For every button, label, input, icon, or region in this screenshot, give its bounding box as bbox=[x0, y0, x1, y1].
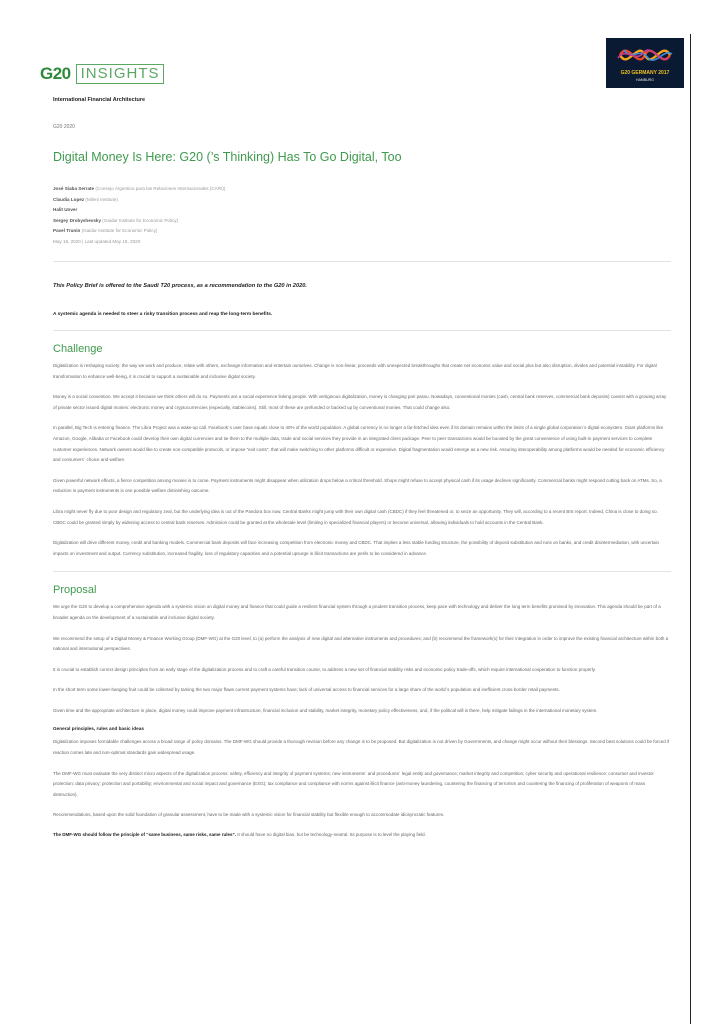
proposal-paragraph: It is crucial to establish correct design principles from an early stage of the digitalization process and to craft a careful transition course, to address a new set of financial stability risks and economic policy trade-offs, which require international cooperation to function properly. bbox=[53, 666, 596, 672]
page-title: Digital Money Is Here: G20 (’s Thinking) Has To Go Digital, Too bbox=[53, 150, 402, 164]
article bbox=[53, 97, 671, 841]
proposal-heading: Proposal bbox=[53, 584, 97, 597]
challenge-paragraph: In parallel, Big Tech is entering finance. The Libra Project was a wake-up call. Facebook´s user base equals close to 40% of the world population. A global currency is no longer a far-fetched idea even if its domain remains within the limits of a single global corporation´s digital ecosystem. Giant platforms like Amazon, Google, Alibaba or Facebook could develop their own digital currencies and tie them to the multiple data, trade and social services they provide in an integrated client package. Peer to peer transactions would be boosted by the great convenience of using built-in payment services to complete customer experiences. Network owners would like to create non-compatible protocols, or impose “exit costs”, that will make switching to other platforms difficult or expensive. Digital fragmentation would emerge as a new risk. Assuring interoperability among platforms would be needed for economic efficiency and consumers´ choice and welfare. bbox=[53, 425, 665, 463]
divider bbox=[53, 571, 671, 572]
g20-germany-badge bbox=[606, 38, 684, 88]
divider bbox=[53, 330, 671, 331]
author-item[interactable]: Sergey Drobyshevsky (Gaidar Institute for Economic Policy) bbox=[53, 217, 179, 223]
meta-label: G20 2020 bbox=[53, 124, 75, 130]
proposal-paragraph: Given time and the appropriate architecture in place, digital money could improve payment infrastructure, financial inclusion and stability, market integrity, monetary policy effectiveness, and, if the political will is there, help mitigate failings in the international monetary system. bbox=[53, 707, 598, 713]
proposal-paragraph: Digitalization imposes formidable challenges across a broad range of policy domains. The DMF-WG should provide a thorough revision before any change is to be proposed. But digitalization is not driven by Governments, and change might occur without their blessings. Second best solutions could be forced if reaction comes late and non-optimal standards gain widespread usage. bbox=[53, 739, 670, 756]
badge-subtitle: HAMBURG bbox=[636, 78, 654, 82]
author-item[interactable]: José Siaba Serrate (Consejo Argentino para las Relaciones Internacionales (CARI)) bbox=[53, 186, 226, 191]
challenge-paragraph: Given powerful network effects, a fierce competition among monies is to come. Payment instruments might disappear when utilization drops below a critical threshold. Shops might refuse to accept physical cash if its usage declines significantly. Commercial banks might respond cutting back on ATMs. So, a reduction in payment instruments is one possible welfare diminishing outcome. bbox=[53, 477, 662, 494]
proposal-paragraph: We urge the G20 to develop a comprehensive agenda with a systemic vision on digital money and finance that could guide a resilient financial system through a prudent transition process, keep pace with technology and deliver the long term benefits promised by innovation. This agenda should be part of a broader agenda on the development of a sustainable and inclusive digital society. bbox=[53, 604, 661, 620]
author-list bbox=[53, 184, 671, 247]
page-edge-rule bbox=[690, 34, 691, 1024]
principle-paragraph bbox=[53, 830, 671, 841]
challenge-paragraph: Money is a social convention. We accept it because we think others will do so. Payments are a social experience linking people. With vertiginous digitalization, money is changing pari passu. Nowadays, conventional monies (cash, central bank reserves, commercial bank deposits) coexist with a growing array of private sector issued digital monies: electronic money and cryptocurrencies (especially, stablecoins). Still, most of these are prefunded or backed up by conventional monies. That could change also. bbox=[53, 394, 667, 410]
logo-g20-text: G20 bbox=[40, 64, 71, 83]
lead-statement: A systemic agenda is needed to steer a risky transition process and reap the long-term benefits. bbox=[53, 312, 273, 317]
challenge-paragraph: Digitalization is reshaping society: the way we work and produce, relate with others, exchange information and entertain ourselves. Change is non-linear, proceeds with unexpected breakthroughs that create net economic value and social plus but also disruption, divides and potential instability. For digital transformation to enhance well-being, it is crucial to support a sustainable and inclusive digital society. bbox=[53, 363, 657, 379]
divider bbox=[53, 261, 671, 262]
section-label[interactable]: International Financial Architecture bbox=[53, 97, 146, 103]
g20-insights-logo[interactable] bbox=[40, 64, 164, 84]
logo-insights-text: INSIGHTS bbox=[76, 64, 165, 84]
badge-title: G20 GERMANY 2017 bbox=[620, 70, 670, 76]
proposal-paragraph: In the short term some lower-hanging fruit could be collected by taming the two major flaws current payment systems have; lack of universal access to financial services for a large share of the world´s population and inefficient cross-border retail payments. bbox=[53, 687, 560, 693]
principle-bold: The DMF-WG should follow the principle of “same business, same risks, same rules”. bbox=[53, 832, 237, 838]
author-item[interactable]: Pavel Trunin (Gaidar Institute for Economic Policy) bbox=[53, 228, 158, 233]
proposal-paragraph: We recommend the setup of a Digital Money & Finance Working Group (DMF-WG) at the G20 level, to (a) perform the analysis of new digital and alternative instruments and procedures; and (b) recommend the framework(s) for their integration in order to improve the existing financial architecture within both a national and international perspectives. bbox=[53, 635, 669, 652]
author-item[interactable]: Claudia Lopez (Mileni Institute) bbox=[53, 196, 118, 202]
knot-logo-icon bbox=[614, 42, 676, 68]
proposal-paragraph: The DMF-WG must evaluate the very distinct micro aspects of the digitalization process: safety, efficiency and integrity of payment systems; new instruments´ and procedures´ legal entity and governance; market integrity and competition; cyber security and operational resilience; consumer and investor protection; data privacy; protection and portability; environmental and social impact and governance (ESG); tax compliance and compliance with norms against illicit finance (anti-money laundering, countering the financing of terrorism and countering the financing of proliferation of weapons of mass destruction). bbox=[53, 770, 654, 797]
principle-rest: It should have no digital bias, but be technology-neutral. Its purpose is to level the playing field. bbox=[236, 832, 426, 838]
author-item[interactable]: Halit Unver bbox=[53, 207, 78, 212]
subsection-heading: General principles, rules and basic ideas bbox=[53, 726, 144, 732]
challenge-paragraph: Digitalization will drive different money, credit and banking models. Commercial bank deposits will face increasing competition from electronic money and CBDC. That implies a less stable funding structure, the possibility of deposit substitution and runs on banks, and credit disintermediation, with uncertain impacts on investment and output. Currency substitution, increased fragility, loss of regulatory capacities and a potential upsurge in illicit transactions are perils to be considered in advance. bbox=[53, 540, 660, 556]
proposal-paragraph: Recommendations, based upon the solid foundation of granular assessment, have to be made with a systemic vision for financial stability but flexible enough to accommodate idiosyncratic features. bbox=[53, 812, 445, 818]
publish-date: May 18, 2020 | Last updated May 18, 2020 bbox=[53, 238, 141, 244]
intro-statement: This Policy Brief is offered to the Saudi T20 process, as a recommendation to the G20 in 2020. bbox=[53, 283, 308, 289]
challenge-heading: Challenge bbox=[53, 343, 103, 355]
challenge-paragraph: Libra might never fly due to poor design and regulatory zeal, but the underlying idea is out of the Pandora box now. Central Banks might jump with their own digital cash (CBDC) if they feel threatened or, to seize an opportunity. They will, according to a recent BIS report. Indeed, China is close to doing so. CBDC could be granted simply by widening access to central bank reserves. Admission could be granted at the wholesale level (limiting in specialized financial players) or become universal, allowing individuals to hold accounts in the Central Bank. bbox=[53, 508, 658, 525]
